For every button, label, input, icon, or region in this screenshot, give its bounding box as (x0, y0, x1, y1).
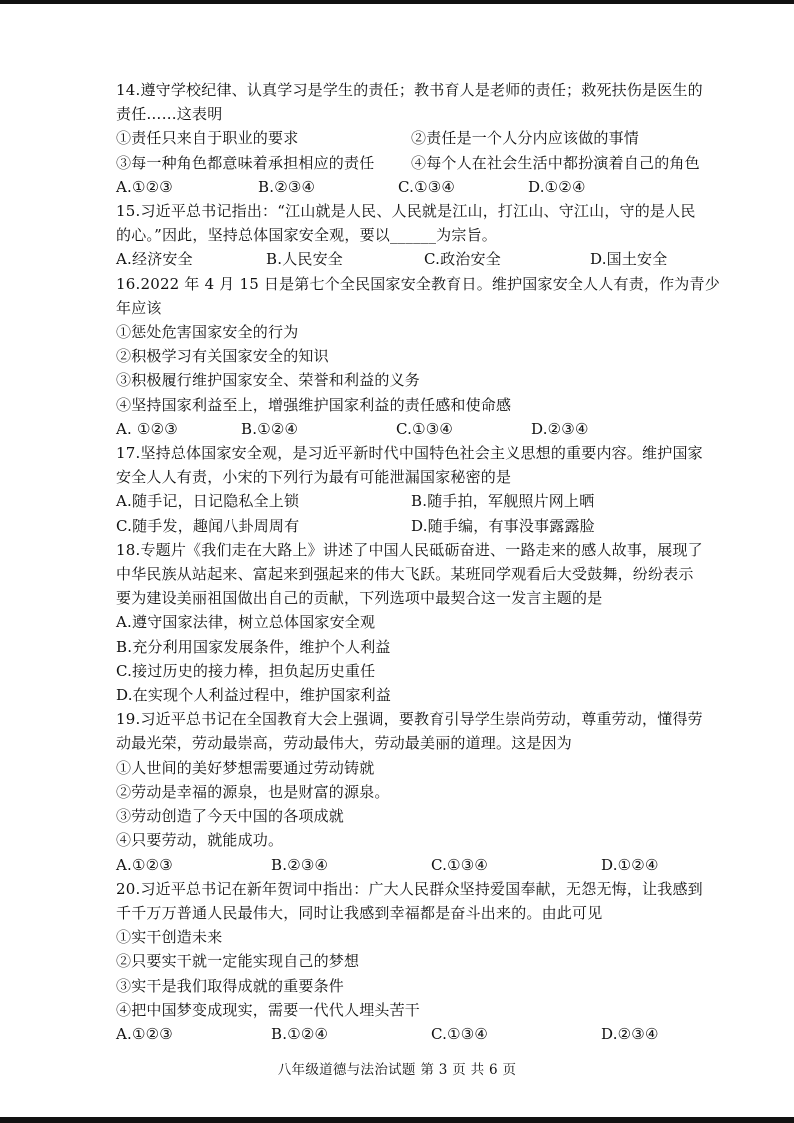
choice-d: D.随手编，有事没事露露脸 (411, 516, 595, 535)
question-16 (116, 272, 738, 441)
question-19 (116, 707, 738, 876)
choice-a: A.①②③ (116, 177, 173, 196)
statement: ①人世间的美好梦想需要通过劳动铸就 (116, 758, 375, 777)
question-17 (116, 441, 738, 538)
question-14 (116, 78, 738, 199)
statement: ④把中国梦变成现实，需要一代代人埋头苦干 (116, 1000, 421, 1019)
question-stem-line: 的心。”因此，坚持总体国家安全观，要以______为宗旨。 (116, 226, 497, 245)
choice-b: B.充分利用国家发展条件，维护个人利益 (116, 637, 391, 656)
question-stem-line: 要为建设美丽祖国做出自己的贡献，下列选项中最契合这一发言主题的是 (116, 589, 603, 608)
question-stem-line: 千千万万普通人民最伟大，同时让我感到幸福都是奋斗出来的。由此可见 (116, 903, 603, 922)
question-stem-line: 责任……这表明 (116, 105, 223, 124)
statement: ②劳动是幸福的源泉，也是财富的源泉。 (116, 782, 390, 801)
choice-row (116, 175, 738, 199)
choice-row (116, 853, 738, 877)
choice-a: A.①②③ (116, 1024, 173, 1043)
question-stem-line: 年应该 (116, 298, 162, 317)
statement: ①惩处危害国家安全的行为 (116, 323, 299, 342)
page-footer: 八年级道德与法治试题 第 3 页 共 6 页 (277, 1062, 517, 1078)
choice-d: D.①②④ (601, 855, 659, 874)
choice-b: B.随手拍，军舰照片网上晒 (411, 492, 595, 511)
choice-c: C.接过历史的接力棒，担负起历史重任 (116, 661, 376, 680)
statement: ①责任只来自于职业的要求 (116, 129, 299, 148)
question-stem-line: 中华民族从站起来、富起来到强起来的伟大飞跃。某班同学观看后大受鼓舞，纷纷表示 (116, 565, 694, 584)
question-stem-line: 20.习近平总书记在新年贺词中指出：广大人民群众坚持爱国奉献，无怨无悔，让我感到 (116, 879, 703, 898)
question-stem-line: 14.遵守学校纪律、认真学习是学生的责任；教书育人是老师的责任；救死扶伤是医生的 (116, 81, 703, 99)
statement: ④只要劳动，就能成功。 (116, 831, 284, 850)
question-stem-line: 19.习近平总书记在全国教育大会上强调，要教育引导学生崇尚劳动，尊重劳动，懂得劳 (116, 710, 703, 729)
question-stem-line: 安全人人有责，小宋的下列行为最有可能泄漏国家秘密的是 (116, 468, 512, 487)
choice-d: D.在实现个人利益过程中，维护国家利益 (116, 686, 392, 705)
choice-row (116, 417, 738, 441)
choice-a: A. ①②③ (116, 419, 178, 438)
choice-d: D.②③④ (531, 419, 589, 438)
choice-b: B.①②④ (241, 419, 299, 438)
choice-row (116, 489, 738, 513)
choice-b: B.人民安全 (266, 250, 343, 269)
choice-b: B.②③④ (258, 177, 316, 196)
choice-b: B.②③④ (271, 855, 329, 874)
statement: ②只要实干就一定能实现自己的梦想 (116, 952, 360, 971)
choice-d: D.①②④ (528, 177, 586, 196)
question-stem-line: 17.坚持总体国家安全观，是习近平新时代中国特色社会主义思想的重要内容。维护国家 (116, 444, 703, 463)
question-stem-line: 16.2022 年 4 月 15 日是第七个全民国家安全教育日。维护国家安全人人有责，作为青少 (116, 274, 720, 293)
choice-row (116, 247, 738, 271)
choice-row (116, 1022, 738, 1046)
bottom-border (0, 1117, 794, 1123)
statement: ③劳动创造了今天中国的各项成就 (116, 807, 345, 826)
question-20 (116, 877, 738, 1046)
choice-a: A.①②③ (116, 855, 173, 874)
statement-row (116, 151, 738, 175)
choice-b: B.①②④ (271, 1024, 329, 1043)
exam-page (116, 78, 738, 1046)
choice-c: C.①③④ (431, 1024, 489, 1043)
statement-row (116, 126, 738, 150)
statement: ③积极履行维护国家安全、荣誉和利益的义务 (116, 371, 421, 390)
statement: ③每一种角色都意味着承担相应的责任 (116, 153, 375, 172)
question-stem-line: 动最光荣，劳动最崇高，劳动最伟大，劳动最美丽的道理。这是因为 (116, 734, 573, 753)
statement: ②责任是一个人分内应该做的事情 (411, 129, 640, 148)
choice-c: C.①③④ (431, 855, 489, 874)
choice-a: A.随手记，日记隐私全上锁 (116, 492, 300, 511)
question-18 (116, 538, 738, 707)
statement: ③实干是我们取得成就的重要条件 (116, 976, 345, 995)
choice-d: D.②③④ (601, 1024, 659, 1043)
question-stem-line: 18.专题片《我们走在大路上》讲述了中国人民砥砺奋进、一路走来的感人故事，展现了 (116, 540, 703, 559)
statement: ④坚持国家利益至上，增强维护国家利益的责任感和使命感 (116, 395, 512, 414)
question-stem-line: 15.习近平总书记指出：“江山就是人民、人民就是江山，打江山、守江山，守的是人民 (116, 202, 696, 221)
choice-d: D.国土安全 (590, 250, 668, 269)
choice-c: C.①③④ (396, 419, 454, 438)
question-15 (116, 199, 738, 272)
statement: ④每个人在社会生活中都扮演着自己的角色 (411, 153, 700, 172)
top-border (0, 0, 794, 4)
choice-c: C.随手发，趣闻八卦周周有 (116, 516, 300, 535)
choice-row (116, 514, 738, 538)
choice-a: A.经济安全 (116, 250, 193, 269)
statement: ①实干创造未来 (116, 928, 223, 947)
statement: ②积极学习有关国家安全的知识 (116, 347, 329, 366)
choice-c: C.①③④ (398, 177, 456, 196)
choice-c: C.政治安全 (424, 250, 501, 269)
choice-a: A.遵守国家法律，树立总体国家安全观 (116, 613, 376, 632)
